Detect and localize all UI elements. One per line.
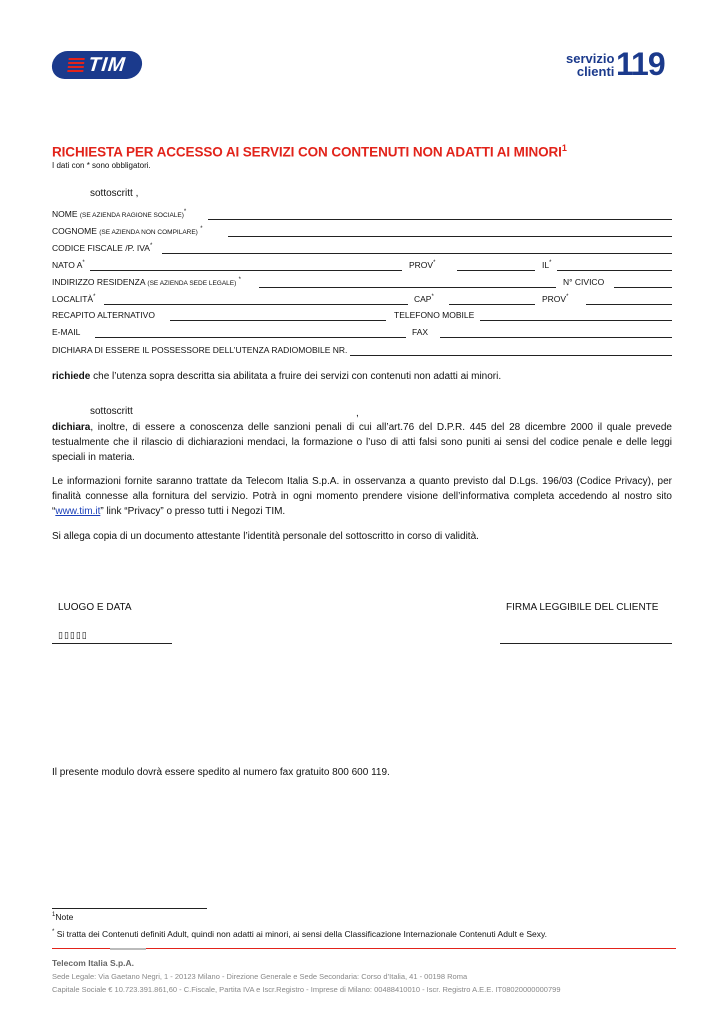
tim-website-link[interactable]: www.tim.it bbox=[55, 506, 101, 517]
fax-field[interactable] bbox=[440, 337, 672, 338]
form-title: RICHIESTA PER ACCESSO AI SERVIZI CON CONTENUTI NON ADATTI AI MINORI$^1$ bbox=[52, 143, 567, 160]
indirizzo-label: INDIRIZZO RESIDENZA (SE AZIENDA SEDE LEGALE) * bbox=[52, 277, 242, 287]
prov2-label: PROV* bbox=[542, 294, 569, 304]
telefono-label: TELEFONO MOBILE bbox=[394, 310, 475, 320]
email-label: E-MAIL bbox=[52, 327, 81, 337]
footer-accent bbox=[110, 948, 146, 950]
servizio-clienti-number: 119 bbox=[616, 46, 665, 82]
cap-field[interactable] bbox=[449, 304, 535, 305]
tim-logo-stripes bbox=[68, 58, 85, 72]
cognome-label: COGNOME (SE AZIENDA NON COMPILARE) * bbox=[52, 226, 203, 236]
recapito-field[interactable] bbox=[170, 320, 386, 321]
nato-a-label: NATO A* bbox=[52, 260, 85, 270]
recapito-label: RECAPITO ALTERNATIVO bbox=[52, 310, 155, 320]
nato-a-field[interactable] bbox=[90, 270, 402, 271]
privacy-paragraph: Le informazioni fornite saranno trattate da Telecom Italia S.p.A. in osservanza a quanto previsto dal D.Lgs. 196/03 (Codice Privacy), per finalità connesse alla fornitura del servizio. Potrà in ogni momento prendere visione dell’informativa completa accedendo al nostro sito “www.tim.it” link “Privacy” o presso tutti i Negozi TIM. bbox=[52, 476, 672, 517]
il-label: IL* bbox=[542, 260, 552, 270]
nome-field[interactable] bbox=[208, 219, 672, 220]
luogo-data-label: LUOGO E DATA bbox=[58, 602, 132, 613]
sottoscritt-label: sottoscritt bbox=[90, 406, 133, 417]
telefono-field[interactable] bbox=[480, 320, 672, 321]
footer-address: Sede Legale: Via Gaetano Negri, 1 - 20123 Milano - Direzione Generale e Sede Secondaria: Corso d’Italia, 41 - 00198 Roma bbox=[52, 972, 468, 981]
prov2-field[interactable] bbox=[586, 304, 672, 305]
richiede-paragraph: richiede che l’utenza sopra descritta sia abilitata a fruire dei servizi con contenuti non adatti ai minori. bbox=[52, 371, 502, 382]
cognome-field[interactable] bbox=[228, 236, 672, 237]
indirizzo-field[interactable] bbox=[259, 287, 556, 288]
footer-capital: Capitale Sociale € 10.723.391.861,60 - C.Fiscale, Partita IVA e Iscr.Registro - Imprese di Milano: 00488410010 - Iscr. Registro A.E.E. IT08020000000799 bbox=[52, 985, 561, 994]
prov-label: PROV* bbox=[409, 260, 436, 270]
servizio-clienti-label: servizio clienti bbox=[566, 51, 615, 79]
firma-label: FIRMA LEGGIBILE DEL CLIENTE bbox=[506, 602, 659, 613]
luogo-data-field[interactable] bbox=[52, 643, 172, 644]
localita-field[interactable] bbox=[104, 304, 408, 305]
note-divider bbox=[52, 908, 207, 909]
codice-fiscale-label: CODICE FISCALE /P. IVA* bbox=[52, 243, 153, 253]
dichiara-possessore-label: DICHIARA DI ESSERE IL POSSESSORE DELL’UTENZA RADIOMOBILE NR. bbox=[52, 345, 348, 355]
fax-notice: Il presente modulo dovrà essere spedito al numero fax gratuito 800 600 119. bbox=[52, 767, 390, 778]
civico-label: N° CIVICO bbox=[563, 277, 605, 287]
nome-label: NOME (SE AZIENDA RAGIONE SOCIALE)* bbox=[52, 209, 187, 219]
firma-field[interactable] bbox=[500, 643, 672, 644]
email-field[interactable] bbox=[95, 337, 406, 338]
date-placeholder: ▯▯▯▯▯ bbox=[58, 630, 88, 640]
note-title: $^1$Note bbox=[52, 912, 74, 922]
required-note: I dati con * sono obbligatori. bbox=[52, 161, 151, 170]
tim-logo bbox=[51, 51, 144, 79]
dichiara-paragraph: dichiara, inoltre, di essere a conoscenza delle sanzioni penali di cui all’art.76 del D.P.R. 445 del 28 dicembre 2000 il quale prevede testualmente che il rilascio di dichiarazioni mendaci, la formazione o l’uso di atti falsi sono puniti ai sensi del codice penale e delle leggi speciali in materia. bbox=[52, 422, 672, 463]
fax-label: FAX bbox=[412, 327, 429, 337]
note-text: * Si tratta dei Contenuti definiti Adult, quindi non adatti ai minori, ai sensi della Classificazione Internazionale Contenuti Adult e Sexy. bbox=[52, 929, 548, 939]
utenza-number-field[interactable] bbox=[350, 355, 672, 356]
allega-paragraph: Si allega copia di un documento attestante l’identità personale del sottoscritto in corso di validità. bbox=[52, 531, 479, 542]
tim-logo-text: TIM bbox=[87, 53, 127, 76]
prov-field[interactable] bbox=[457, 270, 535, 271]
il-field[interactable] bbox=[557, 270, 672, 271]
civico-field[interactable] bbox=[614, 287, 672, 288]
undersigned-label: sottoscritt , bbox=[90, 188, 139, 199]
sottoscritt-comma: , bbox=[356, 408, 359, 419]
cap-label: CAP* bbox=[414, 294, 434, 304]
localita-label: LOCALITÀ* bbox=[52, 294, 96, 304]
codice-fiscale-field[interactable] bbox=[162, 253, 672, 254]
footer-company: Telecom Italia S.p.A. bbox=[52, 958, 135, 968]
